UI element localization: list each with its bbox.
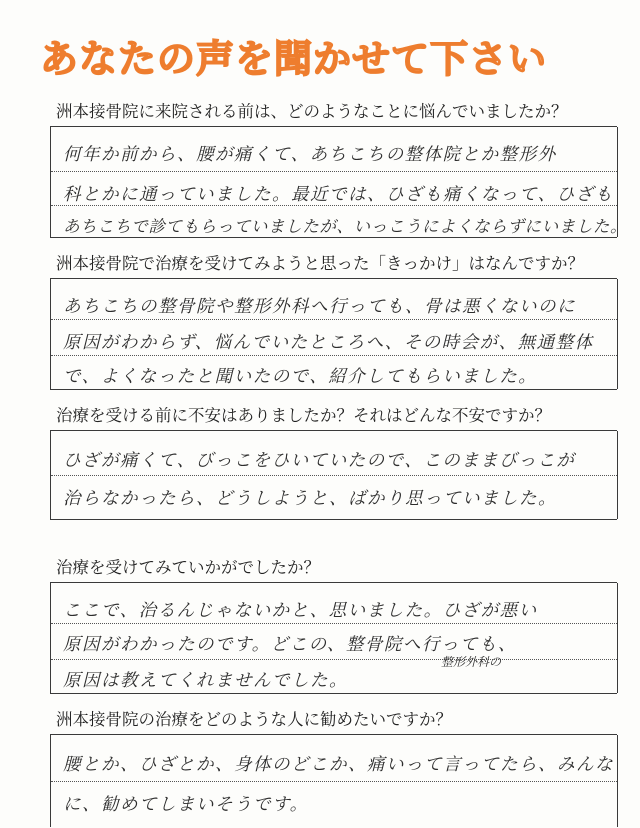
answer-2-line-3: で、よくなったと聞いたので、紹介してもらいました。: [63, 367, 538, 387]
answer-1-line-2: 科とかに通っていました。最近では、ひざも痛くなって、ひざも: [63, 185, 614, 205]
answer-1-line-3: あちこちで診てもらっていましたが、いっこうによくならずにいました。: [63, 217, 628, 236]
question-4: 治療を受けてみていかがでしたか？: [56, 558, 320, 577]
question-5: 洲本接骨院の治療をどのような人に勧めたいですか？: [56, 710, 452, 729]
answer-4-line-2: 原因がわかったのです。どこの、整骨院へ行っても、: [63, 635, 517, 655]
answer-1-line-1: 何年か前から、腰が痛くて、あちこちの整体院とか整形外: [63, 145, 557, 165]
answer-4-line-1: ここで、治るんじゃないかと、思いました。ひざが悪い: [63, 601, 538, 621]
answer-3-line-1: ひざが痛くて、びっこをひいていたので、このままびっこが: [63, 451, 576, 471]
answer-5-line-1: 腰とか、ひざとか、身体のどこか、痛いって言ってたら、みんな: [63, 755, 614, 775]
answer-2-line-1: あちこちの整骨院や整形外科へ行っても、骨は悪くないのに: [63, 297, 576, 317]
answer-3-line-2: 治らなかったら、どうしようと、ばかり思っていました。: [63, 489, 557, 509]
question-3: 治療を受ける前に不安はありましたか？それはどんな不安ですか？: [56, 406, 551, 425]
answer-5-line-2: に、勧めてしまいそうです。: [63, 795, 309, 815]
answer-box-5: [50, 734, 617, 827]
answer-box-2: [50, 278, 617, 390]
question-2: 洲本接骨院で治療を受けてみようと思った「きっかけ」はなんですか？: [56, 254, 584, 273]
answer-box-1: [50, 126, 628, 238]
answer-4-line-3: 原因は教えてくれませんでした。: [63, 671, 348, 691]
answer-2-line-2: 原因がわからず、悩んでいたところへ、その時会が、無通整体: [63, 333, 594, 353]
answer-box-4: [50, 582, 617, 694]
answer-4-note: 整形外科の: [441, 655, 502, 669]
question-1: 洲本接骨院に来院される前は、どのようなことに悩んでいましたか？: [56, 102, 568, 121]
answer-box-3: [50, 430, 617, 520]
page-title: あなたの声を聞かせて下さい: [40, 37, 548, 81]
